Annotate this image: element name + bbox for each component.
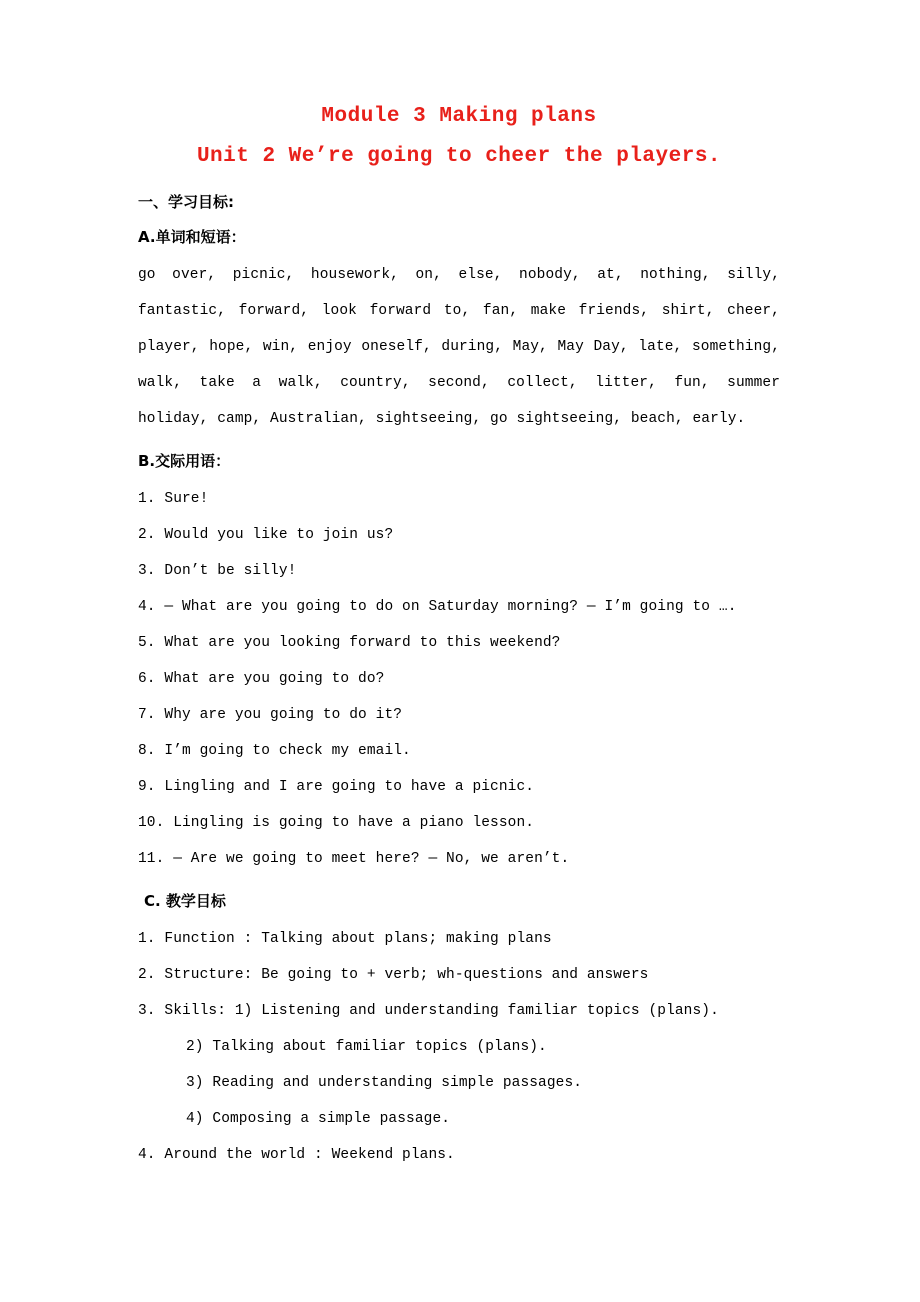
page-title: Module 3 Making plans bbox=[321, 105, 597, 128]
list-item: 2. Would you like to join us? bbox=[138, 527, 394, 544]
page-subtitle: Unit 2 We’re going to cheer the players. bbox=[196, 144, 722, 168]
list-item: 9. Lingling and I are going to have a picnic. bbox=[138, 779, 535, 796]
list-item: 3) Reading and understanding simple passages. bbox=[186, 1075, 583, 1092]
list-item: 4. Around the world : Weekend plans. bbox=[138, 1147, 455, 1164]
list-item: 1. Function : Talking about plans; making plans bbox=[138, 931, 552, 948]
word-list: go over, picnic, housework, on, else, nobody, at, nothing, silly, fantastic, forward, look forward to, fan, make friends, shirt, cheer, player, hope, win, enjoy oneself, during, May, May Day, late, something, walk, take a walk, country, second, collect, litter, fun, summer holiday, camp, Australian, sightseeing, go sightseeing, beach, early. bbox=[138, 267, 780, 427]
list-item: 10. Lingling is going to have a piano lesson. bbox=[138, 815, 535, 832]
list-item: 2) Talking about familiar topics (plans). bbox=[186, 1039, 547, 1056]
list-item: 2. Structure: Be going to + verb; wh-questions and answers bbox=[138, 967, 649, 984]
heading-teaching-goals: C. 教学目标 bbox=[144, 891, 226, 910]
list-item: 1. Sure! bbox=[138, 491, 209, 508]
list-item: 4) Composing a simple passage. bbox=[186, 1111, 451, 1128]
list-item: 4. — What are you going to do on Saturday morning? — I’m going to …. bbox=[138, 599, 737, 616]
list-item: 6. What are you going to do? bbox=[138, 671, 385, 688]
heading-objectives: 一、学习目标: bbox=[138, 193, 234, 212]
list-item: 7. Why are you going to do it? bbox=[138, 707, 403, 724]
list-item: 3. Don’t be silly! bbox=[138, 563, 297, 580]
list-item: 11. — Are we going to meet here? — No, we aren’t. bbox=[138, 850, 570, 867]
heading-words-phrases: A.单词和短语： bbox=[138, 227, 246, 246]
list-item: 8. I’m going to check my email. bbox=[138, 743, 411, 760]
list-item: 5. What are you looking forward to this weekend? bbox=[138, 635, 561, 652]
list-item: 3. Skills: 1) Listening and understanding familiar topics (plans). bbox=[138, 1003, 719, 1020]
heading-communication: B.交际用语： bbox=[138, 451, 231, 470]
